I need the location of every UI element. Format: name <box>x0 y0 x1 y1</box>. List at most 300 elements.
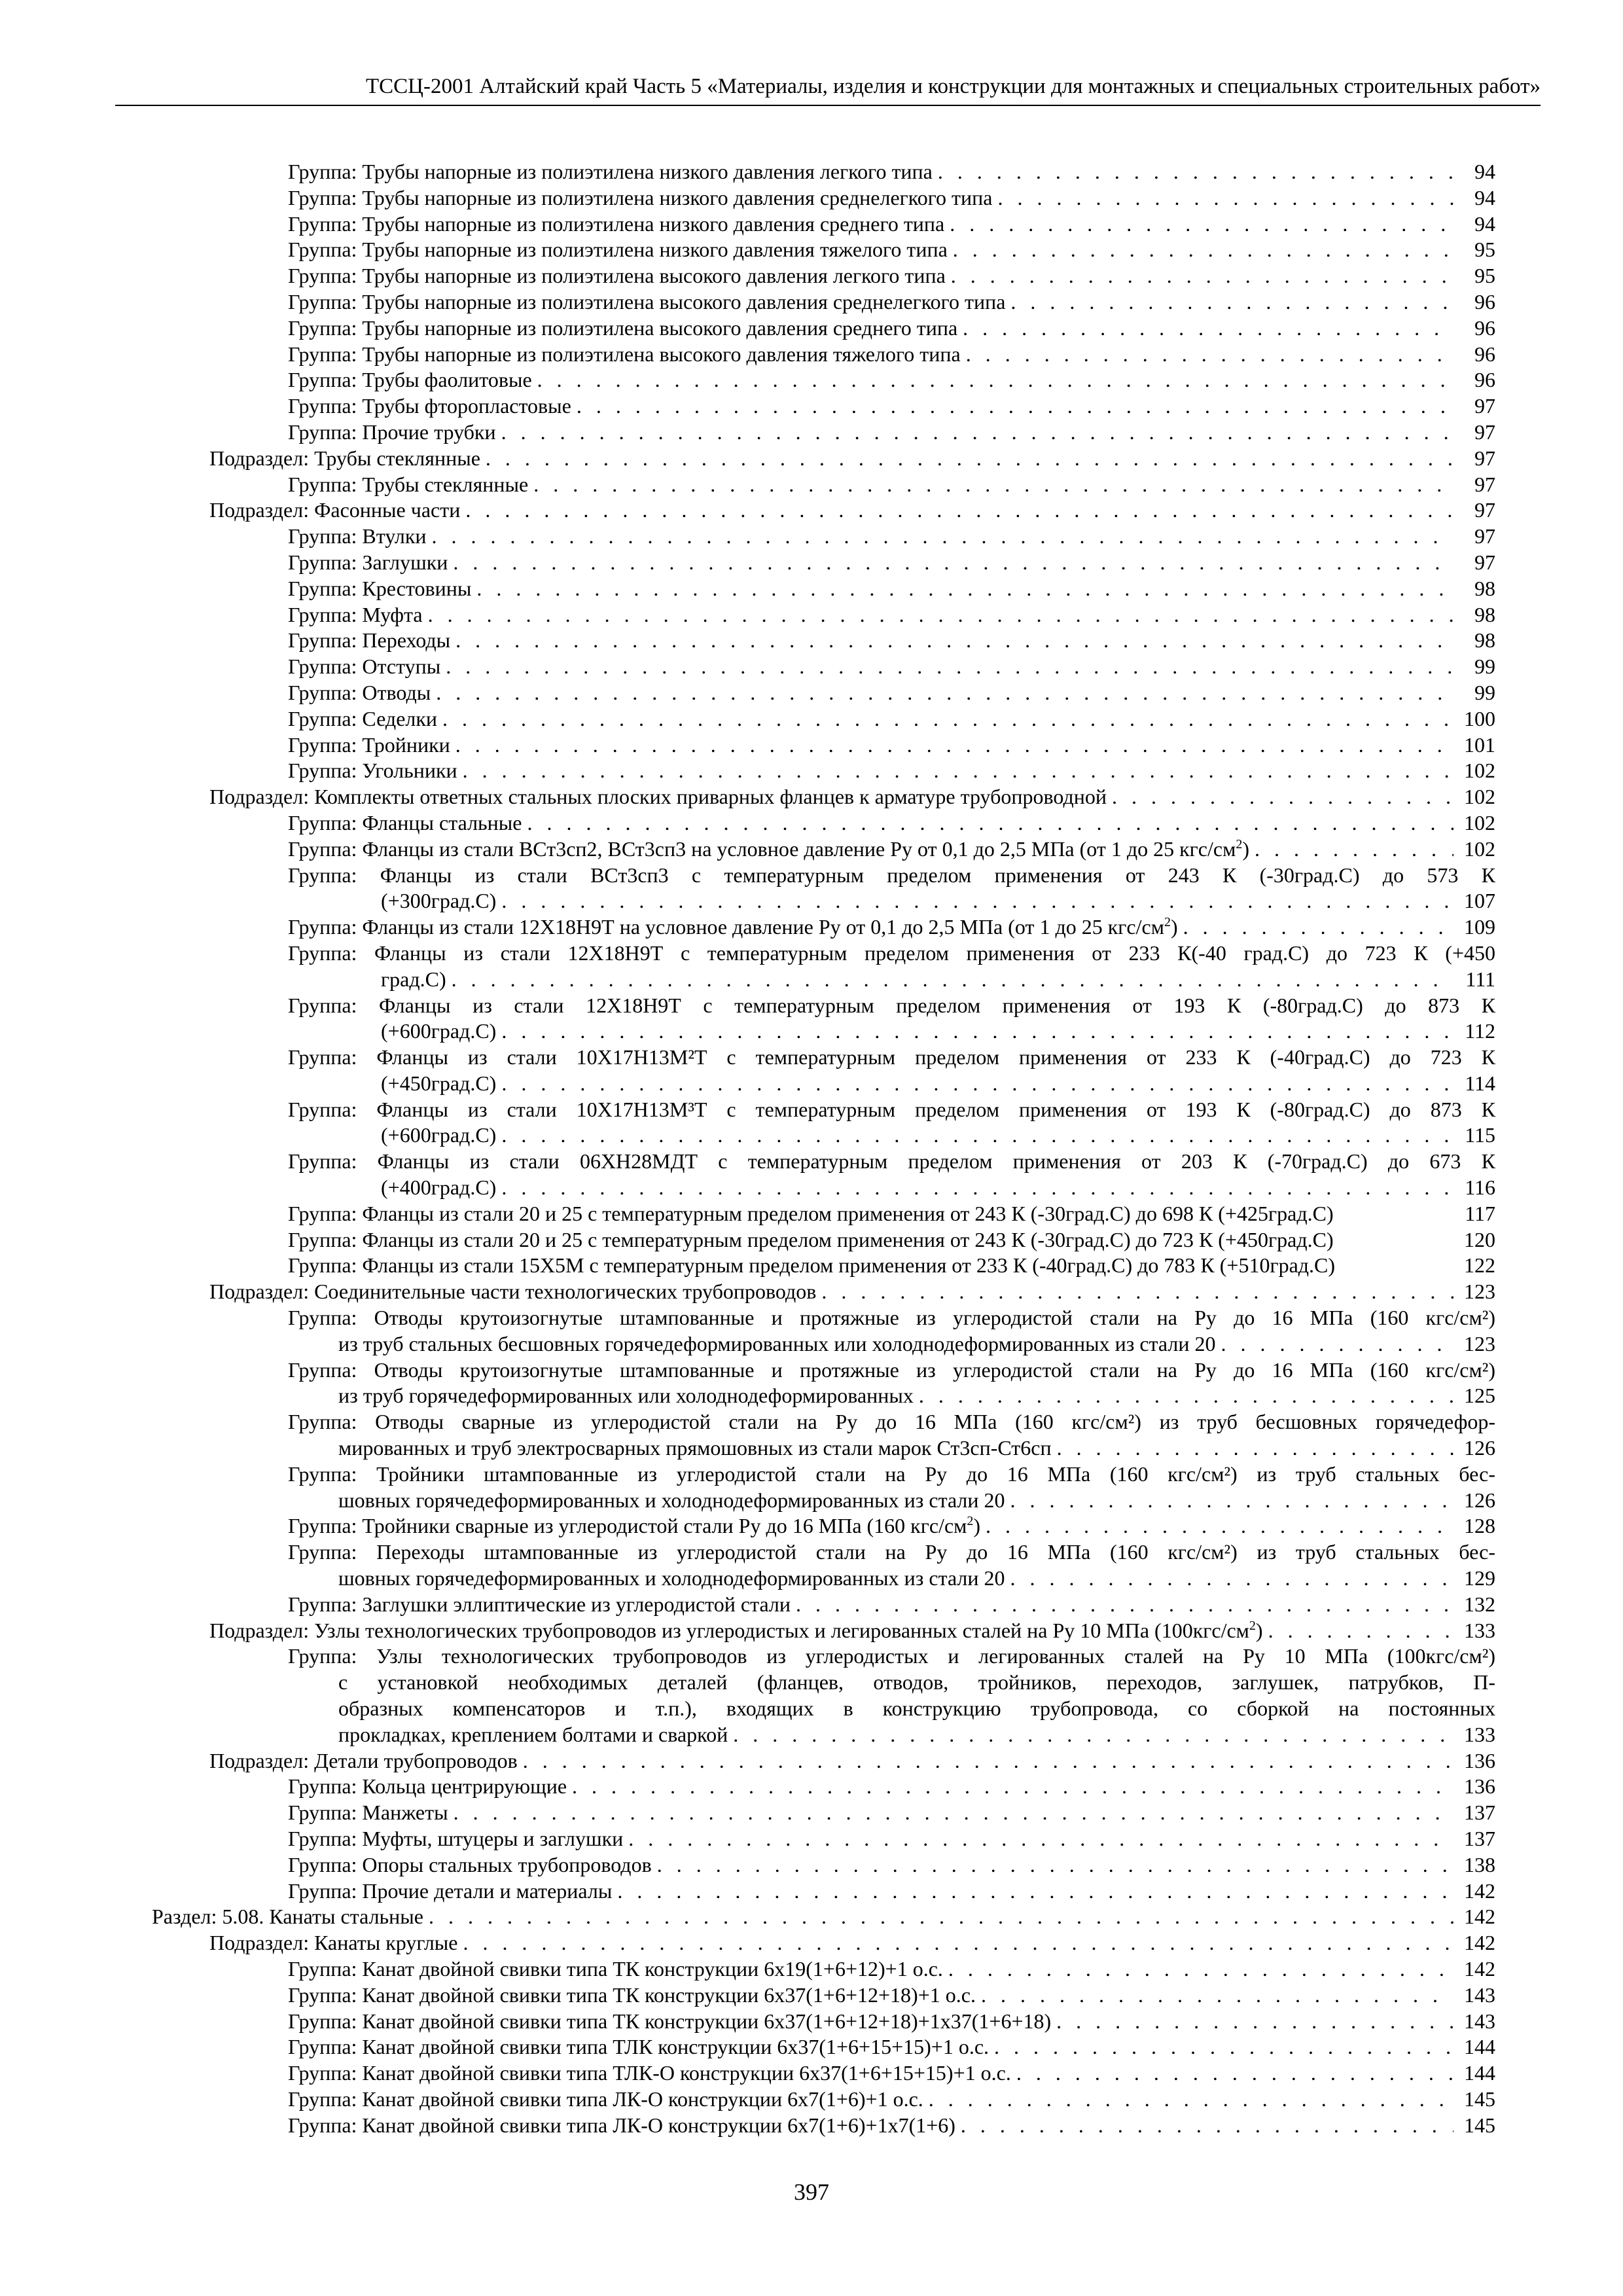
toc-entry-group <box>288 1539 1495 1592</box>
toc-page-number: 144 <box>1464 2035 1495 2059</box>
toc-entry-group <box>288 2113 1495 2139</box>
toc-page-number: 98 <box>1474 602 1495 626</box>
toc-entry-label <box>288 420 496 446</box>
toc-entry-text-line: мированных и труб электросварных прямошовных из стали марок Ст3сп-Ст6сп <box>338 1436 1052 1460</box>
toc-page-number: 129 <box>1464 1566 1495 1590</box>
toc-page-number: 133 <box>1464 1618 1495 1642</box>
toc-entry-label <box>209 1748 518 1774</box>
toc-entry-text: Группа: Фланцы из стали 20 и 25 с температурным пределом применения от 243 К (-30град.С) до 698 К (+425град.С) <box>288 1201 1334 1225</box>
toc-entry-group <box>288 1097 1495 1149</box>
toc-entry-text: Группа: Переходы <box>288 628 451 653</box>
toc-entry-text: Группа: Фланцы стальные <box>288 810 522 834</box>
toc-page-number: 125 <box>1464 1384 1495 1408</box>
toc-entry-text: Подраздел: Комплекты ответных стальных плоских приварных фланцев к арматуре трубопроводной <box>209 785 1107 809</box>
toc-entry-label <box>288 680 431 706</box>
toc-entry-text: Подраздел: Детали трубопроводов <box>209 1748 518 1772</box>
dot-leader <box>427 524 1454 550</box>
toc-page-number: 143 <box>1464 2009 1495 2033</box>
toc-entry-group <box>288 1982 1495 2009</box>
toc-entry-label <box>288 654 440 680</box>
dot-leader <box>450 628 1454 654</box>
toc-entry-text: Подраздел: Узлы технологических трубопроводов из углеродистых и легированных сталей на Ру 10 МПа (100кгс/см <box>209 1618 1249 1642</box>
toc-entry-label <box>288 1513 980 1539</box>
toc-page-number: 136 <box>1464 1774 1495 1799</box>
toc-entry-subsection <box>209 1618 1495 1644</box>
toc-entry-text: Группа: Кольца центрирующие <box>288 1774 567 1799</box>
toc-entry-text: Группа: Тройники сварные из углеродистой стали Ру до 16 МПа (160 кгс/см <box>288 1514 967 1538</box>
toc-entry-label <box>288 550 448 576</box>
toc-entry-text: Группа: Прочие трубки <box>288 420 496 444</box>
toc-entry-text-line: Группа: Фланцы из стали 10Х17Н13М³Т с температурным пределом применения от 193 К (-80град.С) до 873 К <box>288 1097 1495 1121</box>
toc-entry-label <box>288 289 1005 315</box>
toc-entry-text: Группа: Отступы <box>288 655 441 679</box>
toc-entry-group <box>288 342 1495 368</box>
toc-entry-text: Группа: Канат двойной свивки типа ТК конструкции 6х19(1+6+12)+1 о.с. <box>288 1956 943 1981</box>
toc-page-number: 97 <box>1474 394 1495 418</box>
toc-entry-text: Группа: Опоры стальных трубопроводов <box>288 1852 652 1876</box>
dot-leader <box>437 706 1454 732</box>
toc-entry-text: Группа: Муфты, штуцеры и заглушки <box>288 1827 624 1850</box>
toc-entry-text: Группа: Трубы напорные из полиэтилена низкого давления легкого типа <box>288 160 933 183</box>
dot-leader <box>423 602 1454 628</box>
toc-entry-text: Группа: Фланцы из стали 15Х5М с температурным пределом применения от 233 К (-40град.С) до 783 К (+510град.С) <box>288 1253 1336 1278</box>
toc-page-number: 145 <box>1464 2113 1495 2137</box>
toc-entry-group <box>288 1462 1495 1514</box>
toc-entry-label <box>288 263 946 289</box>
toc-page-number: 138 <box>1464 1852 1495 1876</box>
toc-entry-label <box>288 342 961 368</box>
toc-page-number: 96 <box>1474 315 1495 340</box>
toc-entry-group <box>288 1826 1495 1852</box>
toc-entry-text-line: Группа: Отводы крутоизогнутые штампованные и протяжные из углеродистой стали на Ру до 16 МПа (160 кгс/см²) <box>288 1306 1495 1330</box>
dot-leader <box>989 2034 1454 2060</box>
toc-entry-text: ) <box>1242 836 1249 861</box>
toc-entry-group <box>288 1774 1495 1800</box>
toc-entry-group <box>288 732 1495 759</box>
dot-leader <box>450 732 1454 759</box>
toc-entry-text: Группа: Крестовины <box>288 576 472 600</box>
toc-entry-group <box>288 602 1495 628</box>
dot-leader <box>446 967 1454 993</box>
toc-page-number: 120 <box>1464 1227 1495 1251</box>
toc-entry-group <box>288 863 1495 915</box>
toc-page-number: 114 <box>1465 1071 1495 1095</box>
toc-entry-label <box>288 159 933 185</box>
dot-leader <box>457 758 1454 784</box>
toc-entry-group <box>288 2060 1495 2087</box>
superscript: 2 <box>967 1514 974 1529</box>
toc-entry-label <box>288 2034 989 2060</box>
toc-entry-group <box>288 1227 1495 1253</box>
toc-entry-label <box>288 1878 612 1905</box>
toc-page-number: 101 <box>1464 732 1495 757</box>
toc-entry-label <box>209 446 480 472</box>
toc-entry-text: Группа: Тройники <box>288 732 450 757</box>
toc-entry-group <box>288 315 1495 342</box>
toc-page-number: 99 <box>1474 680 1495 704</box>
toc-page-number: 99 <box>1474 655 1495 679</box>
toc-entry-label <box>288 836 1249 863</box>
toc-entry-label <box>288 2113 955 2139</box>
toc-entry-text-line: Группа: Фланцы из стали 10Х17Н13М²Т с температурным пределом применения от 233 К (-40град.С) до 723 К <box>288 1045 1495 1069</box>
toc-entry-label <box>288 1774 567 1800</box>
toc-entry-group <box>288 550 1495 576</box>
dot-leader <box>496 1071 1454 1097</box>
toc-entry-text: Раздел: 5.08. Канаты стальные <box>152 1905 423 1929</box>
dot-leader <box>955 2113 1454 2139</box>
toc-entry-label <box>209 1279 816 1305</box>
dot-leader <box>944 211 1454 238</box>
dot-leader <box>1216 1331 1454 1357</box>
dot-leader <box>518 1748 1454 1774</box>
dot-leader <box>946 263 1454 289</box>
toc-entry-group <box>288 680 1495 706</box>
toc-entry-text-line: шовных горячедеформированных и холоднодеформированных из стали 20 <box>338 1488 1005 1512</box>
dot-leader <box>448 1800 1454 1826</box>
dot-leader <box>1263 1618 1454 1644</box>
superscript: 2 <box>1236 836 1243 852</box>
toc-entry-group <box>288 1409 1495 1462</box>
toc-entry-text-line: Группа: Переходы штампованные из углеродистой стали на Ру до 16 МПа (160 кгс/см²) из труб стальных бес- <box>288 1540 1495 1564</box>
toc-page-number: 142 <box>1464 1905 1495 1929</box>
toc-page-number: 142 <box>1464 1931 1495 1955</box>
dot-leader <box>943 1956 1454 1982</box>
toc-entry-group <box>288 393 1495 420</box>
toc-entry-group <box>288 1149 1495 1201</box>
dot-leader <box>652 1852 1454 1878</box>
dot-leader <box>957 315 1454 342</box>
toc-entry-text: Группа: Трубы фаолитовые <box>288 368 532 392</box>
toc-entry-text-line: (+600град.С) <box>381 1019 497 1043</box>
toc-entry-label <box>288 576 471 602</box>
toc-entry-text-line: (+400град.С) <box>381 1175 497 1200</box>
dot-leader <box>496 420 1454 446</box>
toc-entry-group <box>288 1201 1495 1227</box>
toc-entry-text-line: град.С) <box>381 967 446 991</box>
dot-leader <box>976 1982 1454 2009</box>
toc-entry-label <box>288 2087 923 2113</box>
dot-leader <box>980 1513 1454 1539</box>
toc-entry-text: ) <box>973 1514 981 1538</box>
toc-page-number: 97 <box>1474 550 1495 574</box>
dot-leader <box>460 497 1454 524</box>
toc-entry-group <box>288 758 1495 784</box>
superscript: 2 <box>1164 915 1171 930</box>
toc-entry-group <box>288 159 1495 185</box>
dot-leader <box>992 185 1454 211</box>
toc-entry-text: Группа: Трубы напорные из полиэтилена высокого давления среднего типа <box>288 315 958 340</box>
toc-entry-label <box>288 524 427 550</box>
toc-entry-label <box>152 1904 423 1930</box>
toc-entry-subsection <box>209 497 1495 524</box>
toc-entry-label <box>209 497 460 524</box>
toc-entry-text-line: с установкой необходимых деталей (фланцев, отводов, тройников, переходов, заглушек, патрубков, П- <box>338 1670 1495 1695</box>
toc-entry-text-line: (+450град.С) <box>381 1071 497 1095</box>
toc-entry-text: Группа: Трубы стеклянные <box>288 472 529 496</box>
toc-entry-text: Группа: Угольники <box>288 759 457 783</box>
toc-entry-label <box>288 211 944 238</box>
dot-leader <box>1249 836 1454 863</box>
toc-entry-text: Группа: Трубы напорные из полиэтилена высокого давления среднелегкого типа <box>288 289 1006 314</box>
toc-entry-label <box>288 914 1178 941</box>
toc-entry-text: Подраздел: Соединительные части технологических трубопроводов <box>209 1280 817 1304</box>
toc-entry-subsection <box>209 784 1495 810</box>
dot-leader <box>496 1018 1454 1045</box>
toc-page-number: 142 <box>1464 1878 1495 1903</box>
toc-entry-text: Группа: Манжеты <box>288 1801 448 1825</box>
dot-leader <box>1005 289 1454 315</box>
toc-entry-group <box>288 1592 1495 1618</box>
toc-page-number: 117 <box>1465 1201 1495 1225</box>
toc-entry-text: Группа: Канат двойной свивки типа ТК конструкции 6х37(1+6+12+18)+1 о.с. <box>288 1982 976 2007</box>
toc-page-number: 95 <box>1474 238 1495 262</box>
toc-entry-group <box>288 1800 1495 1826</box>
dot-leader <box>1051 2009 1454 2035</box>
toc-entry-text: Группа: Трубы напорные из полиэтилена высокого давления легкого типа <box>288 264 946 288</box>
toc-entry-label <box>288 1253 1335 1279</box>
toc-entry-text: Группа: Фланцы из стали ВСт3сп2, ВСт3сп3 на условное давление Ру от 0,1 до 2,5 МПа (от 1 до 25 кгс/см <box>288 836 1236 861</box>
toc-entry-text: ) <box>1170 915 1178 939</box>
dot-leader <box>567 1774 1454 1800</box>
toc-page-number: 94 <box>1474 211 1495 236</box>
toc-entry-label <box>288 1592 791 1618</box>
dot-leader <box>496 1175 1454 1201</box>
toc-entry-label <box>288 1227 1334 1253</box>
toc-page-number: 128 <box>1464 1514 1495 1538</box>
toc-page-number: 102 <box>1464 759 1495 783</box>
toc-page-number: 122 <box>1464 1253 1495 1278</box>
toc-entry-text: Группа: Трубы напорные из полиэтилена высокого давления тяжелого типа <box>288 342 961 366</box>
toc-page-number: 126 <box>1464 1488 1495 1512</box>
toc-entry-text: Группа: Отводы <box>288 680 431 704</box>
toc-page-number: 115 <box>1465 1123 1495 1147</box>
toc-page-number: 143 <box>1464 1982 1495 2007</box>
toc-entry-text: Подраздел: Трубы стеклянные <box>209 446 480 470</box>
toc-page-number: 123 <box>1464 1280 1495 1304</box>
toc-entry-text: Группа: Фланцы из стали 12Х18Н9Т на условное давление Ру от 0,1 до 2,5 МПа (от 1 до 25 кгс/см <box>288 915 1164 939</box>
dot-leader <box>728 1722 1454 1748</box>
header-rule <box>115 105 1541 106</box>
toc-page-number: 97 <box>1474 420 1495 444</box>
toc-entry-group <box>288 211 1495 238</box>
toc-entry-label <box>288 602 423 628</box>
running-header: ТССЦ-2001 Алтайский край Часть 5 «Материалы, изделия и конструкции для монтажных и специальных строительных работ» <box>365 75 1541 98</box>
toc-page-number: 97 <box>1474 498 1495 522</box>
toc-entry-text-line: Группа: Узлы технологических трубопроводов из углеродистых и легированных сталей на Ру 10 МПа (100кгс/см²) <box>288 1644 1495 1668</box>
toc-entry-group <box>288 289 1495 315</box>
toc-entry-text: Группа: Канат двойной свивки типа ТЛК-О конструкции 6х37(1+6+15+15)+1 о.с. <box>288 2061 1011 2085</box>
toc-entry-group <box>288 1852 1495 1878</box>
toc-entry-label <box>288 237 948 263</box>
toc-page-number: 123 <box>1464 1331 1495 1355</box>
dot-leader <box>1005 1488 1454 1514</box>
dot-leader <box>480 446 1454 472</box>
toc-entry-label <box>209 1930 457 1956</box>
table-of-contents <box>0 159 1623 2139</box>
toc-entry-text-line: Группа: Фланцы из стали 06ХН28МДТ с температурным пределом применения от 203 К (-70град.С) до 673 К <box>288 1149 1495 1174</box>
toc-entry-group <box>288 2087 1495 2113</box>
toc-entry-text-line: Группа: Фланцы из стали 12Х18Н9Т с температурным пределом применения от 233 К(-40 град.С) до 723 К (+450 <box>288 941 1495 965</box>
toc-entry-text: Группа: Канат двойной свивки типа ТЛК конструкции 6х37(1+6+15+15)+1 о.с. <box>288 2035 990 2059</box>
toc-entry-group <box>288 941 1495 993</box>
dot-leader <box>1011 2060 1454 2087</box>
dot-leader <box>612 1878 1454 1905</box>
dot-leader <box>471 576 1454 602</box>
toc-entry-label <box>288 628 450 654</box>
toc-page-number: 144 <box>1464 2061 1495 2085</box>
toc-entry-group <box>288 420 1495 446</box>
dot-leader <box>571 393 1454 420</box>
toc-entry-group <box>288 654 1495 680</box>
toc-entry-group <box>288 367 1495 393</box>
toc-entry-text: Группа: Трубы напорные из полиэтилена низкого давления среднелегкого типа <box>288 185 993 209</box>
dot-leader <box>496 888 1454 914</box>
toc-entry-label <box>288 393 571 420</box>
toc-entry-subsection <box>209 446 1495 472</box>
toc-entry-group <box>288 2009 1495 2035</box>
toc-page-number: 102 <box>1464 785 1495 809</box>
toc-entry-subsection <box>209 1279 1495 1305</box>
dot-leader <box>457 1930 1454 1956</box>
toc-entry-group <box>288 993 1495 1045</box>
dot-leader <box>1107 784 1454 810</box>
toc-entry-group <box>288 810 1495 836</box>
toc-entry-label <box>209 1618 1263 1644</box>
toc-page-number: 94 <box>1474 185 1495 209</box>
dot-leader <box>914 1383 1454 1409</box>
dot-leader <box>423 1904 1454 1930</box>
toc-entry-group <box>288 1513 1495 1539</box>
toc-entry-text: Группа: Седелки <box>288 706 438 730</box>
toc-page-number: 95 <box>1474 264 1495 288</box>
dot-leader <box>923 2087 1454 2113</box>
toc-entry-label <box>288 706 437 732</box>
toc-entry-label <box>288 472 528 498</box>
toc-entry-label <box>288 1201 1334 1227</box>
toc-entry-text: Подраздел: Фасонные части <box>209 498 461 522</box>
toc-entry-group <box>288 836 1495 863</box>
page-number: 397 <box>794 2179 829 2205</box>
toc-entry-group <box>288 1305 1495 1357</box>
toc-entry-group <box>288 1253 1495 1279</box>
toc-entry-group <box>288 1045 1495 1097</box>
toc-entry-text-line: Группа: Отводы сварные из углеродистой стали на Ру до 16 МПа (160 кгс/см²) из труб бесшовных горячедефор- <box>288 1410 1495 1434</box>
toc-entry-group <box>288 706 1495 732</box>
toc-page-number: 107 <box>1464 889 1495 913</box>
toc-entry-text: Группа: Муфта <box>288 602 423 626</box>
toc-entry-text: Группа: Фланцы из стали 20 и 25 с температурным пределом применения от 243 К (-30град.С) до 723 К (+450град.С) <box>288 1227 1334 1251</box>
toc-entry-label <box>288 732 450 759</box>
toc-entry-section <box>152 1904 1495 1930</box>
toc-page-number: 97 <box>1474 524 1495 548</box>
toc-entry-text: Группа: Трубы фторопластовые <box>288 394 571 418</box>
toc-page-number: 111 <box>1465 967 1495 991</box>
toc-entry-subsection <box>209 1930 1495 1956</box>
toc-page-number: 98 <box>1474 628 1495 653</box>
toc-page-number: 94 <box>1474 160 1495 183</box>
toc-page-number: 116 <box>1465 1175 1495 1200</box>
toc-entry-group <box>288 472 1495 498</box>
toc-page-number: 112 <box>1465 1019 1495 1043</box>
toc-entry-text: Группа: Заглушки <box>288 550 448 574</box>
toc-entry-text: Подраздел: Канаты круглые <box>209 1931 458 1955</box>
dot-leader <box>440 654 1454 680</box>
toc-entry-group <box>288 237 1495 263</box>
toc-entry-text: Группа: Прочие детали и материалы <box>288 1878 613 1903</box>
dot-leader <box>948 237 1454 263</box>
toc-entry-group <box>288 1878 1495 1905</box>
toc-page-number: 137 <box>1464 1827 1495 1850</box>
dot-leader <box>496 1122 1454 1149</box>
toc-entry-text: Группа: Заглушки эллиптические из углеродистой стали <box>288 1592 791 1616</box>
toc-entry-text: Группа: Канат двойной свивки типа ЛК-О конструкции 6х7(1+6)+1х7(1+6) <box>288 2113 955 2137</box>
toc-entry-group <box>288 1956 1495 1982</box>
toc-entry-group <box>288 524 1495 550</box>
dot-leader <box>791 1592 1454 1618</box>
toc-entry-label <box>288 1800 448 1826</box>
toc-entry-group <box>288 628 1495 654</box>
toc-entry-label <box>288 1982 976 2009</box>
toc-page-number: 102 <box>1464 836 1495 861</box>
toc-entry-label <box>288 315 957 342</box>
toc-page-number: 142 <box>1464 1956 1495 1981</box>
toc-entry-group <box>288 185 1495 211</box>
dot-leader <box>1178 914 1454 941</box>
dot-leader <box>448 550 1454 576</box>
toc-entry-label <box>288 185 992 211</box>
dot-leader <box>1005 1566 1454 1592</box>
toc-entry-label <box>288 810 522 836</box>
toc-entry-text-line: образных компенсаторов и т.п.), входящих в конструкцию трубопровода, со сборкой на постоянных <box>338 1696 1495 1721</box>
toc-entry-text-line: шовных горячедеформированных и холоднодеформированных из стали 20 <box>338 1566 1005 1590</box>
dot-leader <box>528 472 1454 498</box>
toc-entry-text-line: прокладках, креплением болтами и сваркой <box>338 1722 728 1746</box>
toc-entry-text-line: из труб горячедеформированных или холоднодеформированных <box>338 1384 914 1408</box>
toc-page-number: 136 <box>1464 1748 1495 1772</box>
toc-entry-group <box>288 2034 1495 2060</box>
toc-entry-text-line: Группа: Отводы крутоизогнутые штампованные и протяжные из углеродистой стали на Ру до 16 МПа (160 кгс/см²) <box>288 1357 1495 1382</box>
toc-entry-text: Группа: Трубы напорные из полиэтилена низкого давления тяжелого типа <box>288 238 948 262</box>
toc-entry-group <box>288 263 1495 289</box>
toc-entry-text-line: Группа: Тройники штампованные из углеродистой стали на Ру до 16 МПа (160 кгс/см²) из труб стальных бес- <box>288 1462 1495 1486</box>
superscript: 2 <box>1249 1618 1256 1633</box>
dot-leader <box>933 159 1454 185</box>
toc-entry-label <box>288 2009 1051 2035</box>
toc-entry-subsection <box>209 1748 1495 1774</box>
toc-entry-label <box>209 784 1107 810</box>
toc-page-number: 96 <box>1474 289 1495 314</box>
toc-entry-text: Группа: Трубы напорные из полиэтилена низкого давления среднего типа <box>288 211 945 236</box>
dot-leader <box>532 367 1454 393</box>
toc-page-number: 97 <box>1474 446 1495 470</box>
toc-entry-label <box>288 1852 652 1878</box>
toc-page-number: 145 <box>1464 2087 1495 2111</box>
toc-entry-text-line: (+600град.С) <box>381 1123 497 1147</box>
toc-page-number: 137 <box>1464 1801 1495 1825</box>
toc-entry-label <box>288 1956 943 1982</box>
toc-entry-label <box>288 367 532 393</box>
toc-entry-label <box>288 2060 1011 2087</box>
toc-entry-label <box>288 758 457 784</box>
toc-page-number: 97 <box>1474 472 1495 496</box>
toc-entry-text-line: из труб стальных бесшовных горячедеформированных или холоднодеформированных из стали 20 <box>338 1331 1216 1355</box>
toc-page-number: 100 <box>1464 706 1495 730</box>
dot-leader <box>431 680 1454 706</box>
toc-entry-group <box>288 1357 1495 1410</box>
toc-page-number: 109 <box>1464 915 1495 939</box>
toc-entry-text: ) <box>1255 1618 1263 1642</box>
dot-leader <box>816 1279 1454 1305</box>
